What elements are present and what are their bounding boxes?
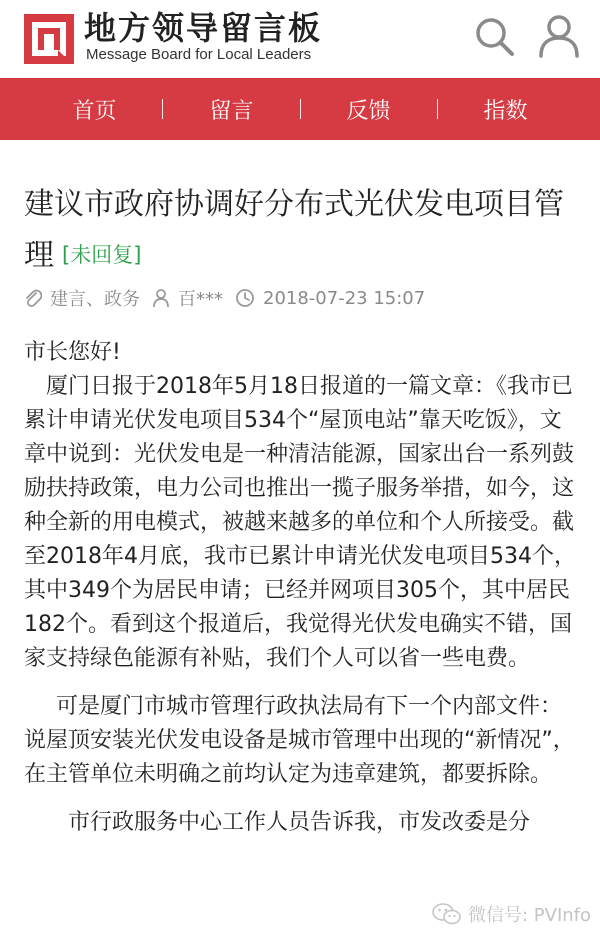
search-icon: [472, 14, 518, 60]
post-content: [24, 336, 580, 840]
nav-divider: [437, 99, 438, 119]
nav-item-message[interactable]: 留言: [209, 98, 254, 124]
nav-item-index[interactable]: 指数: [483, 98, 528, 124]
paragraph: [24, 370, 580, 676]
paragraph-text: 市行政服务中心工作人员告诉我，市发改委是分: [68, 810, 531, 835]
nav-item-home[interactable]: 首页: [72, 98, 117, 124]
site-header: [0, 0, 600, 78]
meta-datetime: [235, 288, 425, 309]
paragraph-text: 厦门日报于2018年5月18日报道的一篇文章：《我市已累计申请光伏发电项目534个“屋顶电站”靠天吃饭》，文章中说到：光伏发电是一种清洁能源，国家出台一系列鼓励扶持政策，电力公司也推出一揽子服务举措，如今，这种全新的用电模式，被越来越多的单位和个人所接受。截至2018年4月底，我市已累计申请光伏发电项目534个，其中349个为居民申请；已经并网项目305个，其中居民182个。看到这个报道后，我觉得光伏发电确实不错，国家支持绿色能源有补贴，我们个人可以省一些电费。: [24, 374, 576, 671]
post-meta: [24, 285, 437, 311]
logo-mark-icon[interactable]: [24, 14, 74, 64]
clock-icon: [235, 288, 255, 308]
meta-author: [152, 285, 223, 311]
paragraph: [24, 690, 580, 792]
brand-subtitle: Message Board for Local Leaders: [86, 46, 312, 63]
paperclip-icon: [24, 288, 42, 308]
user-button[interactable]: [536, 12, 582, 60]
watermark-text: 微信号: PVInfo: [468, 905, 592, 926]
post-title: [24, 180, 580, 281]
nav-divider: [300, 99, 301, 119]
search-button[interactable]: [472, 14, 518, 60]
paragraph-text: 可是厦门市城市管理行政执法局有下一个内部文件：说屋顶安装光伏发电设备是城市管理中出现的“新情况”，在主管单位未明确之前均认定为违章建筑，都要拆除。: [24, 694, 575, 787]
meta-category-text: 建言、政务: [50, 289, 140, 310]
nav-divider: [162, 99, 163, 119]
meta-author-text: 百***: [178, 289, 223, 310]
meta-datetime-text: 2018-07-23 15:07: [263, 287, 426, 309]
user-icon: [536, 12, 582, 60]
watermark: [432, 898, 591, 930]
meta-category: [24, 285, 140, 311]
greeting: 市长您好!: [24, 340, 121, 365]
post-title-text: 建议市政府协调好分布式光伏发电项目管理: [24, 187, 564, 273]
person-icon: [152, 288, 170, 308]
status-badge: [未回复]: [62, 243, 142, 267]
wechat-icon: [432, 902, 462, 926]
main-nav: [0, 78, 600, 140]
brand-title[interactable]: 地方领导留言板: [84, 9, 323, 47]
paragraph: [24, 806, 580, 840]
nav-item-feedback[interactable]: 反馈: [346, 98, 391, 124]
